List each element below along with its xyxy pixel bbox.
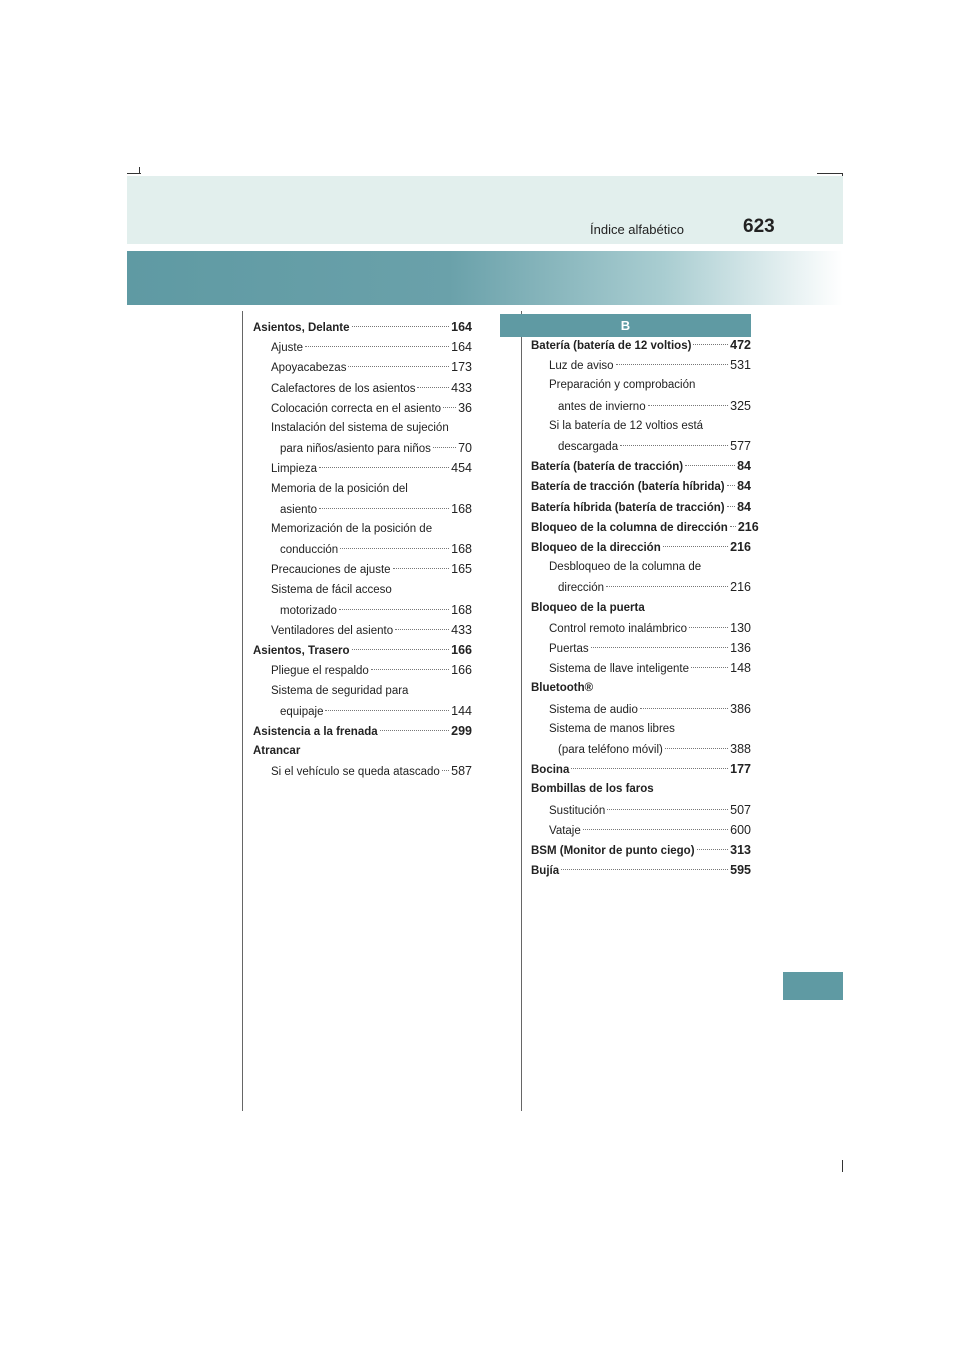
index-entry xyxy=(531,598,751,618)
index-entry-label: Atrancar xyxy=(253,745,301,758)
index-entry-page: 164 xyxy=(451,340,472,355)
index-entry-page: 130 xyxy=(730,620,751,635)
leader-dots xyxy=(727,506,735,507)
index-entry xyxy=(531,335,751,355)
index-entry-label: Ventiladores del asiento xyxy=(271,625,394,637)
index-entry-page: 595 xyxy=(730,863,751,878)
index-entry-label: Calefactores de los asientos xyxy=(271,382,416,395)
decorative-band xyxy=(127,251,843,305)
column-divider-left xyxy=(242,311,243,1111)
index-entry-page: 173 xyxy=(451,360,472,375)
crop-mark-top-left-v xyxy=(139,167,140,174)
leader-dots xyxy=(352,649,450,650)
leader-dots xyxy=(348,366,449,367)
index-entry-page: 386 xyxy=(730,701,751,716)
leader-dots xyxy=(693,344,728,345)
chapter-tab xyxy=(783,972,843,1000)
leader-dots xyxy=(442,770,449,771)
index-entry-page: 216 xyxy=(730,540,751,554)
index-entry xyxy=(549,416,751,436)
index-entry-label: Batería de tracción (batería híbrida) xyxy=(531,481,725,494)
index-entry xyxy=(558,396,751,416)
index-entry xyxy=(271,479,472,499)
index-entry xyxy=(531,517,759,537)
index-entry xyxy=(558,739,751,759)
index-entry-page: 148 xyxy=(730,661,751,676)
header-band xyxy=(127,176,843,244)
index-entry-page: 531 xyxy=(730,358,751,373)
index-entry xyxy=(558,436,751,456)
index-entry-label: Ajuste xyxy=(271,342,303,355)
index-entry-page: 36 xyxy=(458,400,472,415)
index-entry-label: descargada xyxy=(558,441,619,453)
index-entry-label: Batería (batería de 12 voltios) xyxy=(531,340,692,352)
index-entry-label: Si el vehículo se queda atascado xyxy=(271,766,440,779)
index-entry xyxy=(271,458,472,478)
index-entry xyxy=(549,375,751,395)
index-entry-label: motorizado xyxy=(280,604,337,617)
index-entry-page: 164 xyxy=(451,320,472,334)
index-entry-page: 166 xyxy=(451,643,472,658)
index-entry xyxy=(531,779,751,799)
index-entry xyxy=(253,640,472,660)
index-entry xyxy=(280,600,472,620)
index-entry-page: 388 xyxy=(730,742,751,756)
index-entry-label: Desbloqueo de la columna de xyxy=(549,561,702,574)
leader-dots xyxy=(371,669,449,670)
index-entry-page: 168 xyxy=(451,542,472,557)
index-entry-page: 454 xyxy=(451,461,472,476)
leader-dots xyxy=(648,405,729,406)
index-entry xyxy=(531,860,751,880)
leader-dots xyxy=(640,708,728,709)
index-entry-page: 472 xyxy=(730,338,751,352)
crop-mark-bottom-right-v xyxy=(842,1160,843,1172)
index-entry xyxy=(549,557,751,577)
index-entry xyxy=(280,438,472,458)
leader-dots xyxy=(691,667,728,668)
index-entry-label: Puertas xyxy=(549,643,589,655)
index-entry-label: Asientos, Trasero xyxy=(253,645,350,658)
index-entry-page: 433 xyxy=(451,380,472,395)
leader-dots xyxy=(607,809,728,810)
index-entry-page: 84 xyxy=(737,479,751,494)
leader-dots xyxy=(319,467,449,468)
index-entry-label: Bujía xyxy=(531,865,560,878)
index-entry-label: Preparación y comprobación xyxy=(549,379,696,392)
index-entry-label: Precauciones de ajuste xyxy=(271,564,391,577)
index-entry-label: Colocación correcta en el asiento xyxy=(271,402,442,415)
index-entry xyxy=(531,497,751,517)
index-entry-page: 177 xyxy=(730,762,751,777)
index-entry-label: BSM (Monitor de punto ciego) xyxy=(531,845,695,857)
index-entry xyxy=(253,317,472,337)
leader-dots xyxy=(730,526,736,527)
index-entry-label: (para teléfono móvil) xyxy=(558,744,663,756)
index-entry xyxy=(253,741,472,761)
index-entry-label: Sustitución xyxy=(549,804,606,817)
index-entry xyxy=(271,580,472,600)
index-entry-label: Limpieza xyxy=(271,463,318,476)
section-letter-header: B xyxy=(500,314,751,337)
index-entry-label: Sistema de audio xyxy=(549,703,638,716)
index-entry-label: antes de invierno xyxy=(558,400,646,413)
index-entry xyxy=(271,660,472,680)
index-entry xyxy=(549,618,751,638)
leader-dots xyxy=(571,768,728,769)
index-entry-label: Asientos, Delante xyxy=(253,322,350,334)
index-entry-label: Sistema de seguridad para xyxy=(271,684,409,697)
index-entry-page: 165 xyxy=(451,562,472,577)
column-divider-right xyxy=(521,311,522,1111)
index-entry-label: Instalación del sistema de sujeción xyxy=(271,422,449,434)
index-entry xyxy=(280,499,472,519)
index-entry-page: 168 xyxy=(451,501,472,516)
index-entry-label: Sistema de llave inteligente xyxy=(549,663,689,676)
index-entry-page: 144 xyxy=(451,703,472,718)
index-entry-label: Bloqueo de la dirección xyxy=(531,542,661,554)
index-entry-label: Luz de aviso xyxy=(549,360,614,373)
leader-dots xyxy=(561,869,728,870)
index-entry-label: Asistencia a la frenada xyxy=(253,726,378,738)
leader-dots xyxy=(689,627,728,628)
leader-dots xyxy=(663,546,728,547)
index-entry xyxy=(271,418,472,438)
index-entry-page: 587 xyxy=(451,764,472,779)
index-entry-label: Memorización de la posición de xyxy=(271,523,433,535)
index-entry-label: Batería (batería de tracción) xyxy=(531,461,684,474)
index-entry-label: Bluetooth® xyxy=(531,682,594,695)
index-entry-page: 600 xyxy=(730,822,751,837)
index-entry xyxy=(531,456,751,476)
index-entry-page: 70 xyxy=(458,441,472,456)
index-entry xyxy=(280,539,472,559)
page-number: 623 xyxy=(743,216,775,237)
index-entry-label: dirección xyxy=(558,582,605,595)
index-entry-label: Vataje xyxy=(549,824,581,837)
index-entry-page: 168 xyxy=(451,602,472,617)
index-entry-label: equipaje xyxy=(280,705,324,718)
index-entry xyxy=(549,355,751,375)
index-entry-page: 84 xyxy=(737,499,751,514)
index-entry-label: Bocina xyxy=(531,764,570,777)
index-entry xyxy=(253,721,472,741)
leader-dots xyxy=(665,748,728,749)
index-entry xyxy=(271,378,472,398)
index-entry xyxy=(531,476,751,496)
index-entry-label: Sistema de manos libres xyxy=(549,722,675,735)
leader-dots xyxy=(433,447,456,448)
index-entry xyxy=(271,761,472,781)
index-entry xyxy=(549,658,751,678)
leader-dots xyxy=(319,508,449,509)
index-entry-page: 216 xyxy=(737,519,759,534)
index-entry xyxy=(531,840,751,860)
index-entry xyxy=(531,537,751,557)
index-entry-label: conducción xyxy=(280,544,339,557)
crop-mark-top-right-h xyxy=(817,173,843,174)
index-entry-page: 313 xyxy=(730,843,751,857)
leader-dots xyxy=(325,710,449,711)
leader-dots xyxy=(616,364,729,365)
index-entry xyxy=(271,620,472,640)
index-entry xyxy=(549,638,751,658)
index-entry xyxy=(549,719,751,739)
index-entry-page: 136 xyxy=(730,641,751,655)
index-entry xyxy=(531,759,751,779)
index-entry xyxy=(549,800,751,820)
index-entry-label: Batería híbrida (batería de tracción) xyxy=(531,501,725,514)
leader-dots xyxy=(393,568,450,569)
leader-dots xyxy=(685,465,735,466)
leader-dots xyxy=(620,445,728,446)
leader-dots xyxy=(305,346,449,347)
index-entry-label: Control remoto inalámbrico xyxy=(549,622,688,635)
index-entry-label: asiento xyxy=(280,503,318,516)
index-entry-label: Apoyacabezas xyxy=(271,362,347,375)
index-entry-page: 325 xyxy=(730,398,751,413)
leader-dots xyxy=(606,586,728,587)
leader-dots xyxy=(417,387,449,388)
index-entry-page: 507 xyxy=(730,802,751,817)
leader-dots xyxy=(380,730,449,731)
index-entry-page: 166 xyxy=(451,663,472,678)
index-entry-label: Bombillas de los faros xyxy=(531,783,654,796)
leader-dots xyxy=(352,326,450,327)
index-entry xyxy=(271,337,472,357)
index-entry xyxy=(549,699,751,719)
leader-dots xyxy=(339,609,449,610)
index-entry-page: 216 xyxy=(730,580,751,595)
index-entry-label: Pliegue el respaldo xyxy=(271,665,369,678)
index-entry-page: 433 xyxy=(451,623,472,637)
index-entry xyxy=(271,357,472,377)
index-entry-label: Memoria de la posición del xyxy=(271,482,408,495)
index-entry-label: Si la batería de 12 voltios está xyxy=(549,419,704,432)
index-entry xyxy=(280,701,472,721)
leader-dots xyxy=(583,829,728,830)
index-entry xyxy=(549,820,751,840)
index-entry xyxy=(558,577,751,597)
index-entry xyxy=(271,681,472,701)
leader-dots xyxy=(727,485,735,486)
leader-dots xyxy=(697,849,729,850)
index-entry-page: 577 xyxy=(730,439,751,453)
index-entry-page: 84 xyxy=(737,459,751,474)
leader-dots xyxy=(340,548,449,549)
index-entry-label: Bloqueo de la puerta xyxy=(531,601,645,614)
page-title: Índice alfabético xyxy=(590,222,684,237)
index-entry-label: para niños/asiento para niños xyxy=(280,443,431,456)
index-entry xyxy=(271,519,472,539)
index-entry-label: Bloqueo de la columna de dirección xyxy=(531,521,728,534)
leader-dots xyxy=(591,647,729,648)
index-entry-label: Sistema de fácil acceso xyxy=(271,583,392,596)
index-entry xyxy=(271,559,472,579)
leader-dots xyxy=(395,629,449,630)
index-entry xyxy=(271,398,472,418)
leader-dots xyxy=(443,407,456,408)
index-entry xyxy=(531,678,751,698)
index-entry-page: 299 xyxy=(451,724,472,738)
